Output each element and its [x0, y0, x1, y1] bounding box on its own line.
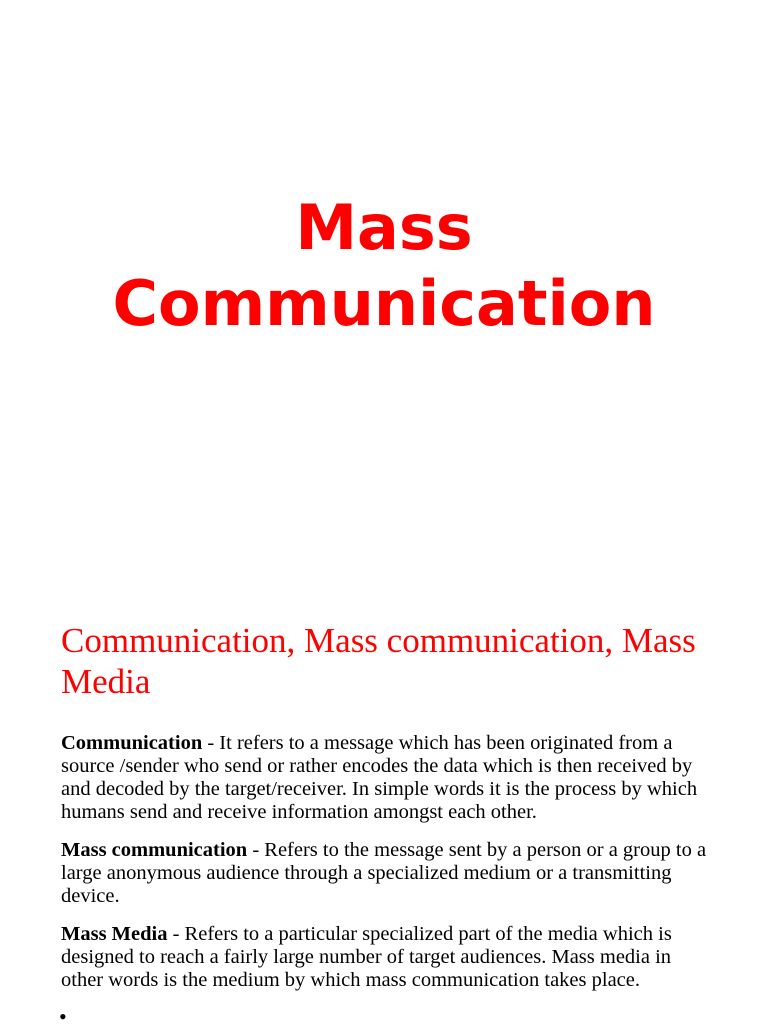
main-title-line-2: Communication	[112, 267, 656, 340]
section-heading: Communication, Mass communication, Mass Media	[61, 621, 696, 701]
definition-term: Communication	[61, 732, 203, 754]
definition-term: Mass Media	[61, 923, 168, 945]
main-title-line-1: Mass	[295, 191, 473, 264]
definition-mass-communication	[61, 839, 711, 908]
definitions-list	[61, 732, 711, 1007]
definition-text: - Refers to a particular specialized part of the media which is designed to reach a fairly large number of target audiences. Mass media in other words is the medium by which mass communication takes place.	[61, 923, 672, 991]
definition-mass-media	[61, 923, 711, 992]
bullet-point: •	[59, 1004, 67, 1029]
content-slide	[0, 576, 768, 1029]
definition-term: Mass communication	[61, 839, 248, 861]
definition-text: - It refers to a message which has been originated from a source /sender who send or rather encodes the data which is then received by and decoded by the target/receiver. In simple words it is the process by which humans send and receive information amongst each other.	[61, 732, 698, 823]
main-title	[0, 190, 768, 342]
definition-communication	[61, 732, 711, 824]
definition-text: - Refers to the message sent by a person or a group to a large anonymous audience through a specialized medium or a transmitting device.	[61, 839, 707, 907]
